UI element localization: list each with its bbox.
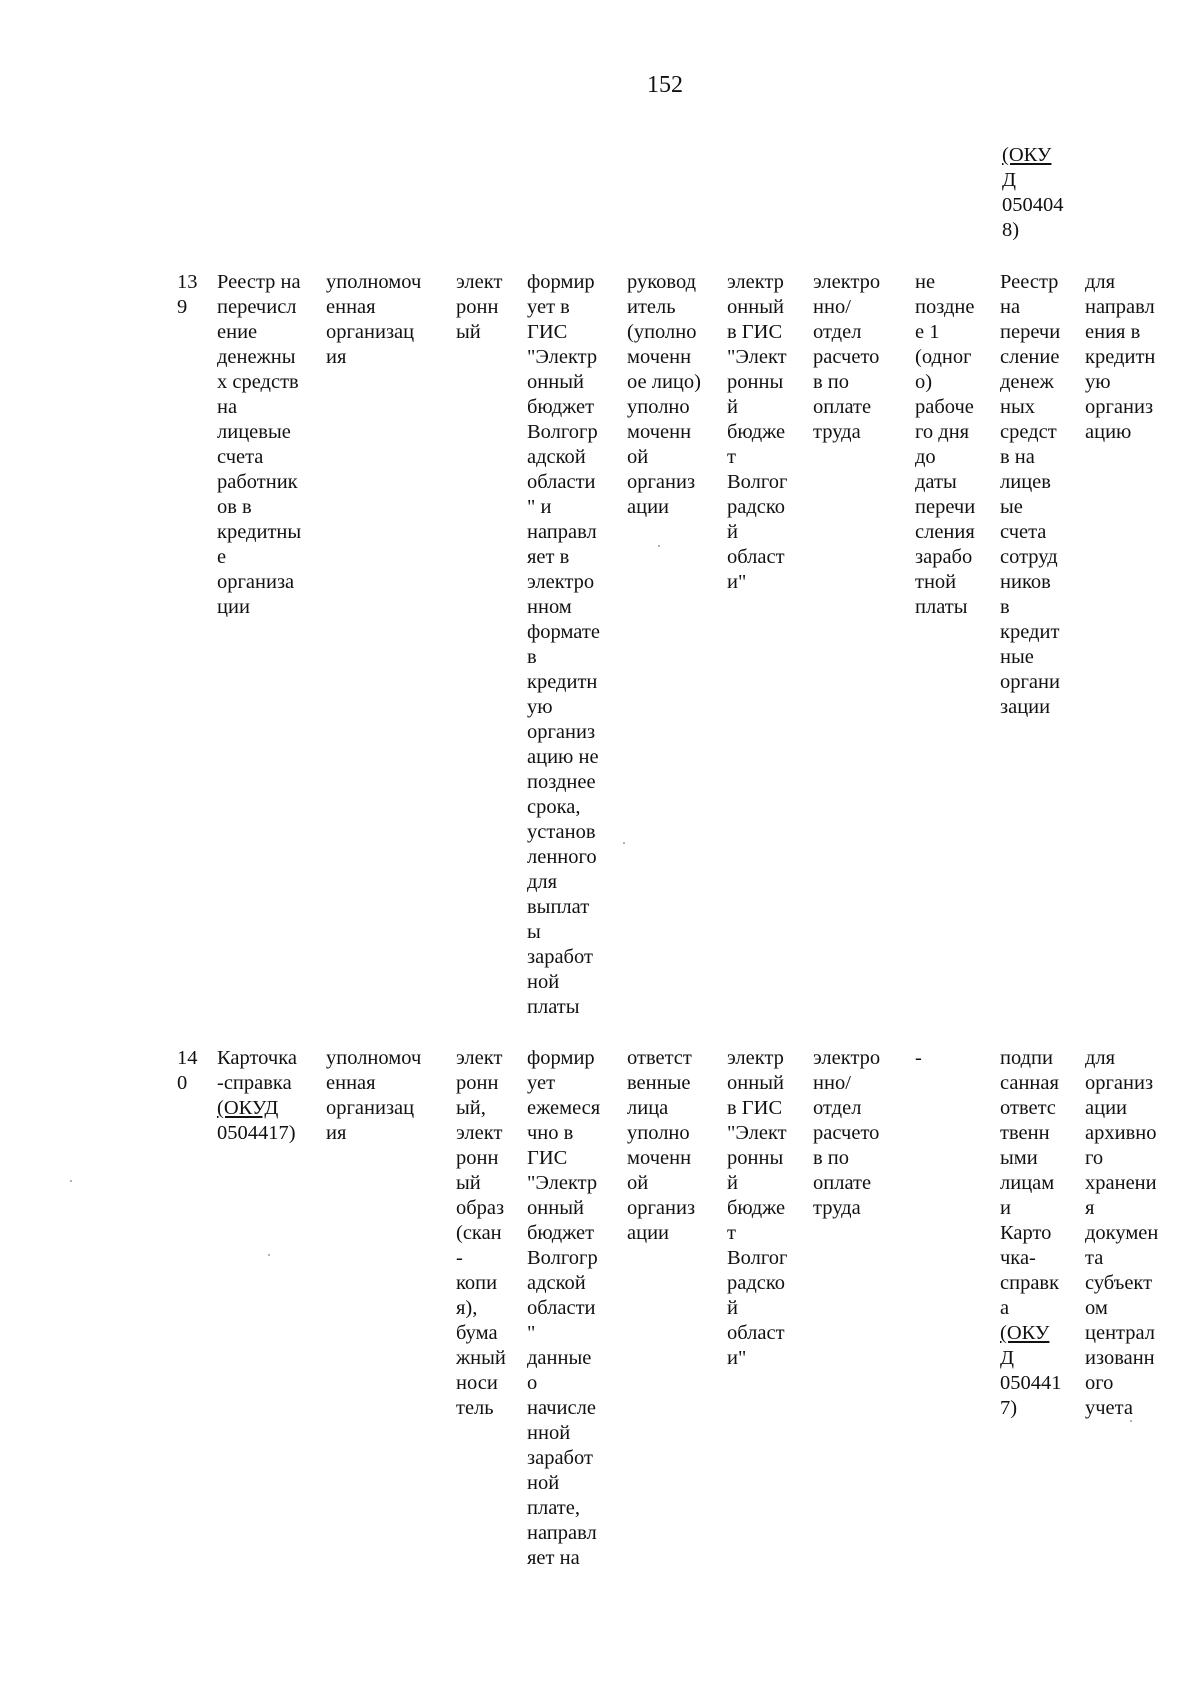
- cell-line: электро: [813, 1047, 881, 1069]
- cell-line: направл: [527, 1522, 597, 1544]
- cell-line: я: [1085, 1197, 1095, 1219]
- cell-line: "Электр: [527, 346, 598, 368]
- cell-line: счета: [1000, 521, 1047, 543]
- cell-line: зации: [1000, 696, 1051, 718]
- cell-number: [177, 1046, 198, 1096]
- cell-line: ных: [1000, 396, 1035, 418]
- cell-recipient: [813, 270, 880, 445]
- cell-line: адской: [527, 446, 586, 468]
- cell-line: онный: [727, 296, 784, 318]
- cell-line: ый: [456, 1172, 481, 1194]
- cell-line: даты: [915, 471, 957, 493]
- cell-line: электр: [727, 271, 784, 293]
- cell-line: а: [1000, 1297, 1010, 1319]
- cell-purpose: [1085, 1046, 1158, 1421]
- cell-line: енная: [326, 1072, 376, 1094]
- cell-line: 0: [177, 1072, 188, 1094]
- cell-line: " и: [527, 496, 552, 518]
- cell-line: электро: [527, 571, 595, 593]
- cell-line: Волгог: [727, 1247, 788, 1269]
- cell-line: труда: [813, 421, 861, 443]
- cell-line: электр: [727, 1047, 784, 1069]
- cell-line: поздне: [915, 296, 975, 318]
- cell-line: ом: [1085, 1297, 1108, 1319]
- cell-line: ленного: [527, 846, 597, 868]
- cell-line: ронн: [456, 1072, 499, 1094]
- page-number: 152: [647, 72, 683, 98]
- cell-line: рабоче: [915, 396, 974, 418]
- cell-line: архивно: [1085, 1122, 1157, 1144]
- scan-speck: [623, 842, 625, 844]
- cell-line: зарабо: [915, 546, 973, 568]
- cell-line: жный: [456, 1347, 506, 1369]
- cell-line: установ: [527, 821, 596, 843]
- cell-line: й: [727, 521, 738, 543]
- cell-line: выплат: [527, 896, 590, 918]
- cell-line: позднее: [527, 771, 596, 793]
- cell-line: кредит: [1000, 621, 1060, 643]
- cell-deadline: [915, 270, 975, 620]
- cell-line: ия: [326, 1122, 347, 1144]
- cell-line: труда: [813, 1197, 861, 1219]
- cell-line: ой: [627, 446, 649, 468]
- cell-line: сотруд: [1000, 546, 1058, 568]
- cell-line: докумен: [1085, 1222, 1159, 1244]
- cell-line: бума: [456, 1322, 498, 1344]
- cell-line: в: [1000, 596, 1010, 618]
- cell-line: й: [727, 1297, 738, 1319]
- cell-line: в на: [1000, 446, 1035, 468]
- cell-line: ронн: [456, 1147, 499, 1169]
- cell-line: направл: [527, 521, 597, 543]
- cell-line: нно/: [813, 296, 851, 318]
- cell-line: субъект: [1085, 1272, 1153, 1294]
- cell-line: ронны: [727, 371, 784, 393]
- cell-creator: [326, 1046, 421, 1146]
- cell-line: 14: [177, 1047, 198, 1069]
- cell-line: Д: [1000, 1347, 1014, 1369]
- cell-creator: [326, 270, 421, 370]
- cell-line: на: [1000, 296, 1021, 318]
- cell-line: кредитн: [1085, 346, 1156, 368]
- cell-number: [177, 270, 198, 320]
- cell-line: 0504417): [217, 1122, 296, 1144]
- cell-line: в по: [813, 371, 850, 393]
- cell-line: лица: [627, 1097, 669, 1119]
- cell-line: для: [527, 871, 558, 893]
- cell-line: -: [456, 1247, 463, 1269]
- cell-line: ое лицо): [627, 371, 701, 393]
- cell-line: и: [1000, 1197, 1011, 1219]
- cell-line: ные: [1000, 646, 1034, 668]
- cell-line: ые: [1000, 496, 1023, 518]
- cell-line: начисле: [527, 1397, 596, 1419]
- cell-line: та: [1085, 1247, 1104, 1269]
- cell-line: нном: [527, 596, 572, 618]
- cell-line: организ: [627, 1197, 696, 1219]
- cell-form: [456, 270, 502, 345]
- cell-line: ый: [456, 321, 481, 343]
- cell-line: ую: [1085, 371, 1111, 393]
- cell-line: "Электр: [527, 1172, 598, 1194]
- cell-line: формате: [527, 621, 600, 643]
- cell-line: о: [527, 1372, 538, 1394]
- scan-speck: [268, 1254, 270, 1256]
- cell-line: тной: [915, 571, 957, 593]
- cell-line: элект: [456, 1047, 503, 1069]
- cell-line: ГИС: [527, 1147, 568, 1169]
- cell-line: перечисл: [217, 296, 297, 318]
- cell-line: (одног: [915, 346, 972, 368]
- cell-line: енная: [326, 296, 376, 318]
- cell-line: ": [527, 1322, 536, 1344]
- cell-line: подпи: [1000, 1047, 1054, 1069]
- cell-line: заработ: [527, 1447, 593, 1469]
- cell-line: денеж: [1000, 371, 1054, 393]
- cell-line: област: [727, 1322, 785, 1344]
- cell-line: нной: [527, 1422, 571, 1444]
- cell-line: перечи: [1000, 321, 1061, 343]
- cell-line: данные: [527, 1347, 592, 1369]
- cell-line: твенн: [1000, 1122, 1050, 1144]
- cell-line: сление: [1000, 346, 1060, 368]
- cell-line: "Элект: [727, 346, 787, 368]
- cell-line: организ: [627, 471, 696, 493]
- cell-result: [1000, 270, 1060, 720]
- cell-line: ы: [527, 921, 541, 943]
- cell-line: лицевые: [217, 421, 291, 443]
- cell-line: яет в: [527, 546, 570, 568]
- cell-line: Волгогр: [527, 421, 598, 443]
- cell-line: для: [1085, 271, 1116, 293]
- cell-line: бюджет: [527, 396, 595, 418]
- scan-speck: [658, 545, 660, 547]
- cell-line: элект: [456, 1122, 503, 1144]
- cell-line: е: [217, 546, 227, 568]
- cell-line: в ГИС: [727, 321, 783, 343]
- cell-line: организ: [1085, 1072, 1154, 1094]
- scan-speck: [70, 1180, 72, 1182]
- cell-line: нно/: [813, 1072, 851, 1094]
- cell-line: Карточка: [217, 1047, 297, 1069]
- cell-line: онный: [527, 371, 584, 393]
- cell-procedure: [527, 1046, 600, 1571]
- cell-purpose: [1085, 270, 1155, 445]
- cell-line: ответст: [627, 1047, 692, 1069]
- cell-line: радско: [727, 1272, 786, 1294]
- cell-line: й: [727, 396, 738, 418]
- cell-line: ует: [527, 1072, 556, 1094]
- cell-line: 9: [177, 296, 188, 318]
- cell-line: ого: [1085, 1372, 1114, 1394]
- cell-line: о): [915, 371, 933, 393]
- cell-line: срока,: [527, 796, 581, 818]
- cell-line: формир: [527, 1047, 595, 1069]
- cell-line: на: [217, 396, 238, 418]
- cell-line: уполномоч: [326, 271, 422, 293]
- cell-line: сления: [915, 521, 975, 543]
- cell-line: ной: [527, 1472, 560, 1494]
- cell-line: ой: [627, 1172, 649, 1194]
- cell-line: кредитн: [527, 671, 598, 693]
- cell-line: ый,: [456, 1097, 486, 1119]
- cell-line: органи: [1000, 671, 1060, 693]
- cell-line: е 1: [915, 321, 940, 343]
- cell-line: Волгогр: [527, 1247, 598, 1269]
- cell-line: копи: [456, 1272, 498, 1294]
- cell-line: расчето: [813, 346, 880, 368]
- cell-line: направл: [1085, 296, 1155, 318]
- cell-line: ной: [527, 971, 560, 993]
- cell-document: [217, 270, 301, 620]
- cell-line: чка-: [1000, 1247, 1036, 1269]
- cell-recipient: [813, 1046, 880, 1221]
- cell-line: элект: [456, 271, 503, 293]
- cell-line: ует в: [527, 296, 570, 318]
- cell-line: Волгог: [727, 471, 788, 493]
- cell-line: ответс: [1000, 1097, 1056, 1119]
- cell-line: бюджет: [527, 1222, 595, 1244]
- cell-procedure: [527, 270, 600, 1020]
- cell-line: и": [727, 1347, 747, 1369]
- cell-line: организац: [326, 1097, 415, 1119]
- cell-line: учета: [1085, 1397, 1133, 1419]
- cell-line: х средств: [217, 371, 299, 393]
- cell-line: (уполно: [627, 321, 697, 343]
- carryover-cell-okud: [1002, 143, 1064, 243]
- cell-line: -: [915, 1047, 922, 1069]
- cell-line: моченн: [627, 346, 692, 368]
- cell-line: ронны: [727, 1147, 784, 1169]
- cell-line: (скан: [456, 1222, 502, 1244]
- cell-line: Реестр на: [217, 271, 301, 293]
- cell-signer: [627, 270, 701, 520]
- cell-line: области: [527, 471, 596, 493]
- cell-line: ции: [217, 596, 250, 618]
- cell-line: уполномоч: [326, 1047, 422, 1069]
- cell-line: для: [1085, 1047, 1116, 1069]
- cell-line: счета: [217, 446, 264, 468]
- cell-line: изованн: [1085, 1347, 1155, 1369]
- cell-line: бюдже: [727, 1197, 786, 1219]
- cell-line: ацию: [1085, 421, 1132, 443]
- cell-line: не: [915, 271, 936, 293]
- cell-line: справк: [1000, 1272, 1060, 1294]
- cell-line: бюдже: [727, 421, 786, 443]
- cell-line: платы: [527, 996, 580, 1018]
- cell-line: моченн: [627, 421, 692, 443]
- cell-storage: [727, 270, 787, 595]
- cell-line: 050404: [1002, 194, 1064, 216]
- cell-line: централ: [1085, 1322, 1156, 1344]
- cell-line: оплате: [813, 396, 872, 418]
- cell-line: (ОКУ: [1000, 1322, 1050, 1344]
- cell-line: т: [727, 1222, 736, 1244]
- cell-line: отдел: [813, 1097, 862, 1119]
- cell-line: платы: [915, 596, 968, 618]
- cell-line: уполно: [627, 396, 690, 418]
- cell-line: ую: [527, 696, 553, 718]
- cell-line: -справка: [217, 1072, 292, 1094]
- cell-line: онный: [527, 1197, 584, 1219]
- cell-line: оплате: [813, 1172, 872, 1194]
- cell-line: организац: [326, 321, 415, 343]
- cell-line: ронн: [456, 296, 499, 318]
- cell-line: (ОКУД: [217, 1097, 279, 1119]
- cell-line: в: [527, 646, 537, 668]
- cell-line: организ: [1085, 396, 1154, 418]
- cell-line: руковод: [627, 271, 697, 293]
- cell-line: лицам: [1000, 1172, 1055, 1194]
- cell-line: электро: [813, 271, 881, 293]
- cell-line: и": [727, 571, 747, 593]
- cell-line: яет на: [527, 1547, 580, 1569]
- cell-line: онный: [727, 1072, 784, 1094]
- cell-line: адской: [527, 1272, 586, 1294]
- cell-line: ия: [326, 346, 347, 368]
- cell-line: го дня: [915, 421, 970, 443]
- cell-line: ации: [627, 1222, 670, 1244]
- cell-line: радско: [727, 496, 786, 518]
- cell-line: хранени: [1085, 1172, 1157, 1194]
- cell-line: ации: [627, 496, 670, 518]
- cell-line: 13: [177, 271, 198, 293]
- cell-line: Реестр: [1000, 271, 1059, 293]
- cell-line: плате,: [527, 1497, 580, 1519]
- cell-line: перечи: [915, 496, 976, 518]
- cell-line: санная: [1000, 1072, 1059, 1094]
- cell-line: ов в: [217, 496, 252, 518]
- cell-line: итель: [627, 296, 676, 318]
- cell-line: в ГИС: [727, 1097, 783, 1119]
- cell-line: носи: [456, 1372, 498, 1394]
- cell-line: ников: [1000, 571, 1051, 593]
- cell-signer: [627, 1046, 695, 1246]
- cell-storage: [727, 1046, 787, 1371]
- cell-line: го: [1085, 1147, 1104, 1169]
- cell-result: [1000, 1046, 1062, 1421]
- cell-line: лицев: [1000, 471, 1051, 493]
- cell-document: [217, 1046, 297, 1146]
- cell-line: ГИС: [527, 321, 568, 343]
- cell-line: Д: [1002, 169, 1016, 191]
- cell-line: ение: [217, 321, 258, 343]
- cell-line: кредитны: [217, 521, 302, 543]
- cell-line: ации: [1085, 1097, 1128, 1119]
- cell-line: формир: [527, 271, 595, 293]
- cell-line: венные: [627, 1072, 691, 1094]
- cell-line: 8): [1002, 219, 1020, 241]
- cell-line: уполно: [627, 1122, 690, 1144]
- cell-line: моченн: [627, 1147, 692, 1169]
- cell-line: ения в: [1085, 321, 1141, 343]
- cell-line: до: [915, 446, 936, 468]
- cell-line: чно в: [527, 1122, 574, 1144]
- cell-line: работник: [217, 471, 298, 493]
- cell-line: я),: [456, 1297, 478, 1319]
- cell-line: денежны: [217, 346, 296, 368]
- cell-line: ацию не: [527, 746, 599, 768]
- cell-line: 050441: [1000, 1372, 1062, 1394]
- cell-line: области: [527, 1297, 596, 1319]
- scan-speck: [1130, 1420, 1132, 1422]
- cell-line: т: [727, 446, 736, 468]
- cell-form: [456, 1046, 506, 1421]
- cell-line: (ОКУ: [1002, 144, 1052, 166]
- cell-line: Карто: [1000, 1222, 1052, 1244]
- cell-line: ежемеся: [527, 1097, 601, 1119]
- cell-line: област: [727, 546, 785, 568]
- cell-line: в по: [813, 1147, 850, 1169]
- cell-line: заработ: [527, 946, 593, 968]
- cell-line: "Элект: [727, 1122, 787, 1144]
- cell-line: й: [727, 1172, 738, 1194]
- cell-line: расчето: [813, 1122, 880, 1144]
- cell-line: средст: [1000, 421, 1057, 443]
- cell-line: ыми: [1000, 1147, 1038, 1169]
- cell-line: 7): [1000, 1397, 1018, 1419]
- cell-line: отдел: [813, 321, 862, 343]
- cell-deadline: [915, 1046, 922, 1071]
- cell-line: образ: [456, 1197, 505, 1219]
- cell-line: организ: [527, 721, 596, 743]
- cell-line: тель: [456, 1397, 494, 1419]
- cell-line: организа: [217, 571, 295, 593]
